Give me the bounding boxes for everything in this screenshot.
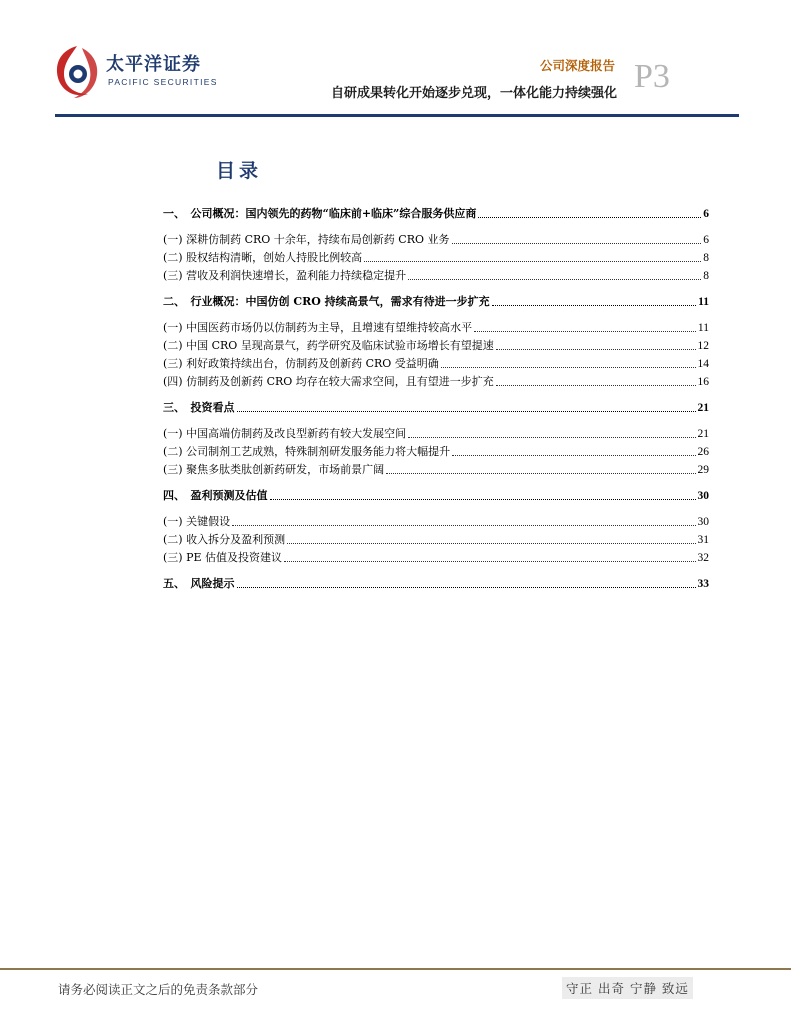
dot-leader: [237, 411, 696, 412]
header-divider: [55, 114, 739, 117]
dot-leader: [496, 385, 696, 386]
dot-leader: [452, 455, 695, 456]
toc-section[interactable]: [163, 203, 709, 221]
toc-spacer: [163, 565, 709, 573]
toc-item-label: (三) 聚焦多肽类肽创新药研发，市场前景广阔: [163, 463, 385, 476]
toc-spacer: [163, 309, 709, 317]
toc-section[interactable]: [163, 573, 709, 591]
toc-item-page: 30: [697, 516, 709, 528]
toc-item-label: (一) 深耕仿制药 CRO 十余年，持续布局创新药 CRO 业务: [163, 233, 450, 246]
toc-item-label: (二) 收入拆分及盈利预测: [163, 533, 286, 546]
toc-item-label: (一) 中国高端仿制药及改良型新药有较大发展空间: [163, 427, 407, 440]
toc-spacer: [163, 503, 709, 511]
toc-section-label: 一、 公司概况：国内领先的药物“临床前+临床”综合服务供应商: [163, 207, 477, 220]
toc-item[interactable]: [163, 353, 709, 371]
toc-item-page: 21: [697, 428, 709, 440]
toc-item-label: (三) 营收及利润快速增长，盈利能力持续稳定提升: [163, 269, 407, 282]
toc-item-label: (四) 仿制药及创新药 CRO 均存在较大需求空间，且有望进一步扩充: [163, 375, 494, 388]
toc-item-page: 11: [697, 322, 709, 334]
toc-section[interactable]: [163, 291, 709, 309]
dot-leader: [232, 525, 695, 526]
toc-item[interactable]: [163, 511, 709, 529]
dot-leader: [441, 367, 696, 368]
dot-leader: [386, 473, 695, 474]
toc-item-label: (一) 中国医药市场仍以仿制药为主导，且增速有望维持较高水平: [163, 321, 473, 334]
toc-item-page: 6: [703, 234, 709, 246]
toc-item-page: 26: [697, 446, 709, 458]
table-of-contents: [163, 203, 709, 599]
dot-leader: [270, 499, 696, 500]
toc-section-page: 6: [703, 208, 709, 220]
dot-leader: [237, 587, 696, 588]
toc-item-page: 8: [703, 270, 709, 282]
toc-section-label: 四、 盈利预测及估值: [163, 489, 268, 502]
report-subtitle: 自研成果转化开始逐步兑现，一体化能力持续强化: [330, 86, 617, 101]
logo-chinese-name: 太平洋证券: [106, 54, 201, 75]
dot-leader: [364, 261, 701, 262]
dot-leader: [478, 217, 701, 218]
toc-section-page: 33: [697, 578, 709, 590]
toc-section-page: 21: [697, 402, 709, 414]
toc-item-label: (一) 关键假设: [163, 515, 231, 528]
toc-item[interactable]: [163, 371, 709, 389]
dot-leader: [408, 279, 701, 280]
toc-item[interactable]: [163, 335, 709, 353]
footer-motto: 守正 出奇 宁静 致远: [562, 977, 693, 999]
toc-item-page: 31: [697, 534, 709, 546]
toc-section[interactable]: [163, 485, 709, 503]
dot-leader: [287, 543, 695, 544]
toc-item-label: (三) PE 估值及投资建议: [163, 551, 283, 564]
toc-item[interactable]: [163, 229, 709, 247]
footer-divider: [0, 968, 791, 970]
toc-item-page: 32: [697, 552, 709, 564]
toc-section-label: 二、 行业概况：中国仿创 CRO 持续高景气，需求有待进一步扩充: [163, 295, 490, 308]
toc-section-page: 11: [698, 296, 709, 308]
toc-section-page: 30: [697, 490, 709, 502]
toc-item-label: (二) 股权结构清晰，创始人持股比例较高: [163, 251, 363, 264]
toc-item[interactable]: [163, 529, 709, 547]
toc-item-page: 29: [697, 464, 709, 476]
toc-item-page: 12: [697, 340, 709, 352]
toc-item-label: (二) 中国 CRO 呈现高景气，药学研究及临床试验市场增长有望提速: [163, 339, 494, 352]
dot-leader: [452, 243, 702, 244]
dot-leader: [408, 437, 695, 438]
dot-leader: [474, 331, 696, 332]
toc-title: 目录: [216, 160, 263, 182]
toc-section[interactable]: [163, 397, 709, 415]
toc-section-label: 三、 投资看点: [163, 401, 235, 414]
toc-item[interactable]: [163, 247, 709, 265]
footer-disclaimer: 请务必阅读正文之后的免责条款部分: [58, 982, 259, 997]
toc-spacer: [163, 221, 709, 229]
dot-leader: [284, 561, 695, 562]
toc-item-page: 8: [703, 252, 709, 264]
toc-item[interactable]: [163, 265, 709, 283]
report-type-label: 公司深度报告: [539, 58, 615, 73]
toc-item-page: 14: [697, 358, 709, 370]
toc-item[interactable]: [163, 423, 709, 441]
toc-spacer: [163, 389, 709, 397]
toc-item-label: (三) 利好政策持续出台，仿制药及创新药 CRO 受益明确: [163, 357, 439, 370]
toc-item-page: 16: [697, 376, 709, 388]
toc-item[interactable]: [163, 547, 709, 565]
toc-spacer: [163, 415, 709, 423]
toc-item[interactable]: [163, 441, 709, 459]
toc-spacer: [163, 591, 709, 599]
company-logo: [52, 42, 222, 102]
toc-spacer: [163, 477, 709, 485]
logo-english-name: PACIFIC SECURITIES: [108, 77, 218, 87]
toc-spacer: [163, 283, 709, 291]
logo-emblem-icon: [52, 42, 102, 102]
dot-leader: [492, 305, 696, 306]
page-number: P3: [634, 58, 670, 95]
toc-item[interactable]: [163, 317, 709, 335]
toc-section-label: 五、 风险提示: [163, 577, 235, 590]
dot-leader: [496, 349, 696, 350]
toc-item-label: (二) 公司制剂工艺成熟，特殊制剂研发服务能力将大幅提升: [163, 445, 451, 458]
toc-item[interactable]: [163, 459, 709, 477]
